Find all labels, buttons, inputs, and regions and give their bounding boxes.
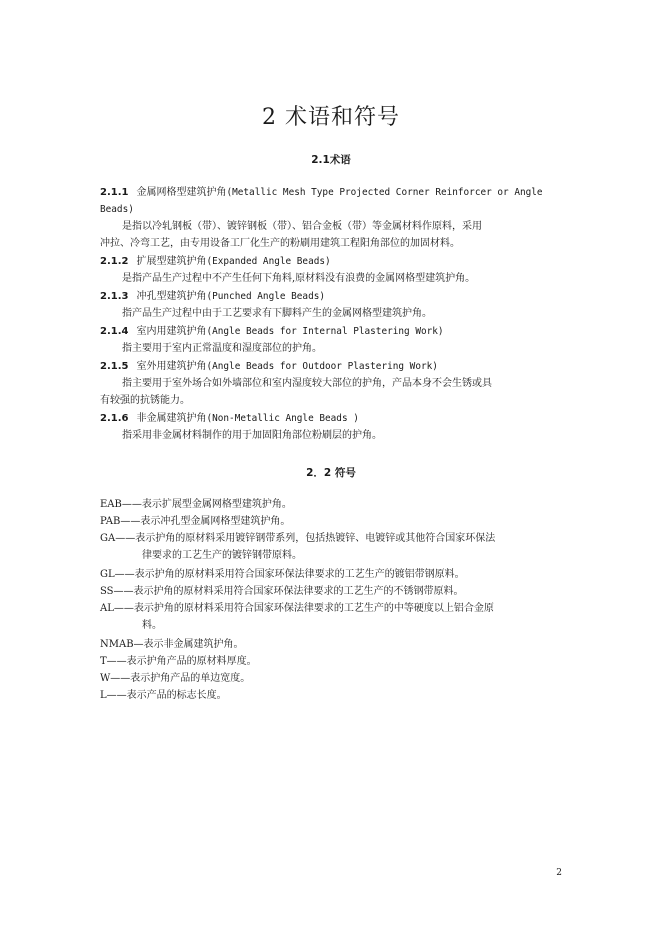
- symbol-entry: PAB——表示冲孔型金属网格型建筑护角。: [100, 516, 291, 527]
- term-english: (Non-Metallic Angle Beads ): [206, 413, 359, 424]
- term-heading: [100, 184, 562, 201]
- term-heading: [100, 410, 562, 427]
- term-heading: [100, 358, 562, 375]
- symbol-entry: L——表示产品的标志长度。: [100, 690, 227, 701]
- symbol-entry: NMAB—表示非金属建筑护角。: [100, 639, 244, 650]
- term-description: 是指产品生产过程中不产生任何下角料,原材料没有浪费的金属网格型建筑护角。: [122, 273, 476, 284]
- symbol-entry: EAB——表示扩展型金属网格型建筑护角。: [100, 499, 292, 510]
- section-heading-terms: 2.1术语: [311, 154, 351, 166]
- term-number: 2.1.6: [100, 413, 129, 424]
- term-number: 2.1.1: [100, 187, 129, 198]
- chapter-title: 2 术语和符号: [262, 105, 400, 130]
- term-english-continuation: Beads): [100, 204, 134, 215]
- term-english: (Metallic Mesh Type Projected Corner Reinforcer or Angle: [226, 187, 543, 198]
- term-name: 室外用建筑护角: [136, 361, 207, 372]
- symbol-entry: T——表示护角产品的原材料厚度。: [100, 656, 257, 667]
- term-description: 指产品生产过程中由于工艺要求有下脚料产生的金属网格型建筑护角。: [122, 308, 432, 319]
- symbol-entry: SS——表示护角的原材料采用符合国家环保法律要求的工艺生产的不锈钢带原料。: [100, 586, 464, 597]
- term-description: 指采用非金属材料制作的用于加固阳角部位粉刷层的护角。: [122, 430, 382, 441]
- symbol-entry-continuation: 料。: [142, 620, 162, 631]
- symbol-entry: GL——表示护角的原材料采用符合国家环保法律要求的工艺生产的镀铝带钢原料。: [100, 569, 465, 580]
- term-description: 指主要用于室内正常温度和湿度部位的护角。: [122, 343, 322, 354]
- symbol-entry-continuation: 律要求的工艺生产的镀锌钢带原料。: [142, 550, 302, 561]
- term-number: 2.1.3: [100, 291, 129, 302]
- term-heading: [100, 253, 562, 270]
- term-english: (Angle Beads for Internal Plastering Work): [206, 326, 444, 337]
- term-number: 2.1.4: [100, 326, 129, 337]
- term-name: 扩展型建筑护角: [136, 256, 207, 267]
- term-heading: [100, 288, 562, 305]
- page-number: 2: [556, 868, 562, 878]
- term-english: (Punched Angle Beads): [206, 291, 326, 302]
- symbol-entry: AL——表示护角的原材料采用符合国家环保法律要求的工艺生产的中等硬度以上铝合金原: [100, 603, 494, 614]
- term-name: 金属网格型建筑护角: [136, 187, 227, 198]
- term-heading: [100, 323, 562, 340]
- term-description: 是指以冷轧钢板（带）、镀锌钢板（带）、铝合金板（带）等金属材料作原料，采用: [122, 221, 482, 232]
- term-number: 2.1.2: [100, 256, 129, 267]
- term-name: 室内用建筑护角: [136, 326, 207, 337]
- term-english: (Expanded Angle Beads): [206, 256, 331, 267]
- symbol-entry: GA——表示护角的原材料采用镀锌钢带系列，包括热镀锌、电镀锌或其他符合国家环保法: [100, 533, 496, 544]
- term-heading-continuation: [100, 201, 562, 218]
- term-name: 冲孔型建筑护角: [136, 291, 207, 302]
- term-description: 指主要用于室外场合如外墙部位和室内湿度较大部位的护角，产品本身不会生锈或具: [122, 378, 492, 389]
- term-description-continuation: 有较强的抗锈能力。: [100, 395, 190, 406]
- section-heading-symbols: 2．2 符号: [306, 467, 356, 479]
- term-name: 非金属建筑护角: [136, 413, 207, 424]
- term-number: 2.1.5: [100, 361, 129, 372]
- term-description-continuation: 冲拉、冷弯工艺，由专用设备工厂化生产的粉刷用建筑工程阳角部位的加固材料。: [100, 238, 460, 249]
- term-english: (Angle Beads for Outdoor Plastering Work): [206, 361, 438, 372]
- symbol-entry: W——表示护角产品的单边宽度。: [100, 673, 251, 684]
